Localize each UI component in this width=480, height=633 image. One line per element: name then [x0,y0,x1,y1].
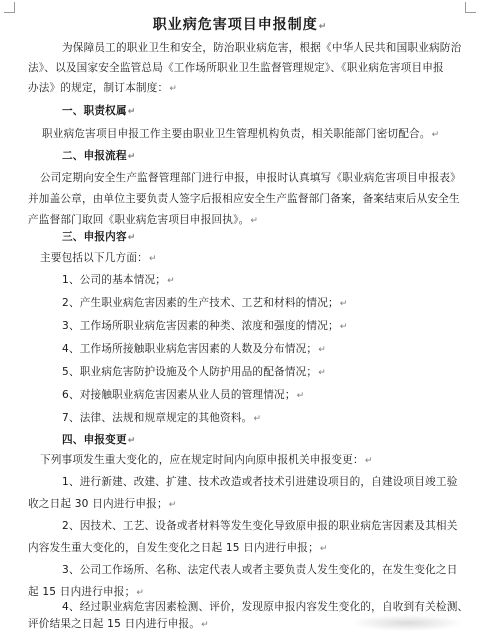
paragraph-mark-icon: ↵ [318,345,326,355]
paragraph-mark-icon: ↵ [167,276,175,286]
body-line: 起 15 日内进行申报；↵ [28,586,145,598]
body-line: 职业病危害项目申报工作主要由职业卫生管理机构负责，相关职能部门密切配合。↵ [42,128,440,140]
paragraph-mark-icon: ↵ [318,22,328,32]
section-heading: 三、申报内容↵ [62,231,136,243]
paragraph-mark-icon: ↵ [127,233,136,243]
body-line: 公司定期向安全生产监督管理部门进行申报，申报时认真填写《职业病危害项目申报表》 [40,172,461,184]
paragraph-mark-icon: ↵ [169,84,178,94]
paragraph-mark-icon: ↵ [127,152,136,162]
preamble-line: 法》、以及国家安全监管总局《工作场所职业卫生监督管理规定》、《职业病危害项目申报 [28,62,444,74]
list-item: 4、工作场所接触职业病危害因素的人数及分布情况；↵ [62,343,326,355]
body-line: 并加盖公章，由单位主要负责人签字后报相应安全生产监督部门备案，备案结束后从安全生 [28,193,460,205]
body-line: 4、经过职业病危害因素检测、评价，发现原申报内容发生变化的，自收到有关检测、 [62,601,469,613]
body-line: 1、进行新建、改建、扩建、技术改造或者技术引进建设项目的，自建设项目竣工验 [62,476,458,488]
list-item: 1、公司的基本情况；↵ [62,274,175,286]
paragraph-mark-icon: ↵ [364,456,373,466]
list-item: 5、职业病危害防护设施及个人防护用品的配备情况；↵ [62,366,326,378]
preamble-line: 为保障员工的职业卫生和安全，防治职业病危害，根据《中华人民共和国职业病防治 [62,42,462,54]
list-item: 2、产生职业病危害因素的生产技术、工艺和材料的情况；↵ [62,297,348,309]
body-line: 2、因技术、工艺、设备或者材料等发生变化导致原申报的职业病危害因素及其相关 [62,520,458,532]
body-line: 评价结果之日起 15 日内进行申报。↵ [28,618,209,630]
body-line: 主要包括以下几方面：↵ [40,252,157,264]
paragraph-mark-icon: ↵ [431,130,440,140]
body-line: 3、公司工作场所、名称、法定代表人或者主要负责人发生变化的，在发生变化之日 [62,564,458,576]
document-title: 职业病危害项目申报制度↵ [152,17,328,33]
paragraph-mark-icon: ↵ [250,216,259,226]
body-line: 内容发生重大变化的，自发生变化之日起 15 日内进行申报；↵ [28,542,328,554]
paragraph-mark-icon: ↵ [339,299,348,309]
body-line: 下列事项发生重大变化的，应在规定时间内向原申报机关申报变更：↵ [40,454,373,466]
paragraph-mark-icon: ↵ [136,588,145,598]
preamble-line: 办法》的规定，制订本制度：↵ [28,82,178,94]
paragraph-mark-icon: ↵ [201,620,209,630]
paragraph-mark-icon: ↵ [127,107,136,117]
section-heading: 一、职责权属↵ [62,105,136,117]
section-heading: 四、申报变更↵ [62,434,136,446]
paragraph-mark-icon: ↵ [319,544,328,554]
paragraph-mark-icon: ↵ [296,391,305,401]
paragraph-mark-icon: ↵ [168,500,177,510]
list-item: 7、法律、法规和规章规定的其他资料。↵ [62,412,262,424]
list-item: 6、对接触职业病危害因素从业人员的管理情况；↵ [62,389,305,401]
crop-mark-top-left [4,2,15,13]
paragraph-mark-icon: ↵ [148,254,157,264]
body-line: 收之日起 30 日内进行申报；↵ [28,498,177,510]
paragraph-mark-icon: ↵ [318,368,326,378]
paragraph-mark-icon: ↵ [253,414,262,424]
crop-mark-top-right [465,2,476,13]
image-artifact [352,615,462,631]
body-line: 产监督部门取回《职业病危害项目申报回执》。↵ [28,214,259,226]
paragraph-mark-icon: ↵ [127,436,136,446]
list-item: 3、工作场所职业病危害因素的种类、浓度和强度的情况；↵ [62,320,348,332]
paragraph-mark-icon: ↵ [339,322,348,332]
section-heading: 二、申报流程↵ [62,150,136,162]
